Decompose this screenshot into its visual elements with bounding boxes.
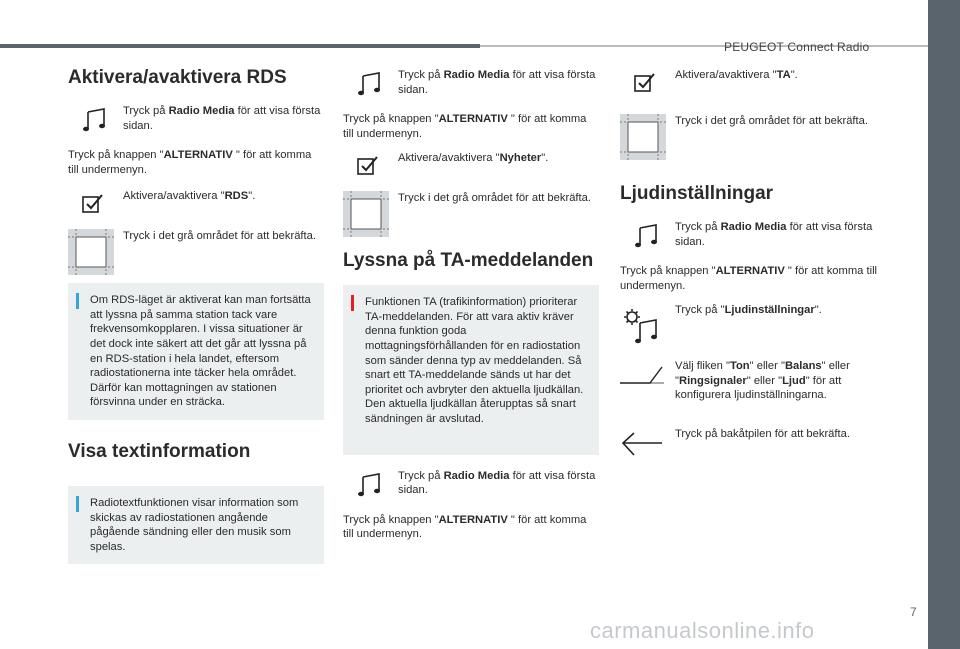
step-choose-tab: Välj fliken "Ton" eller "Balans" eller "Ringsignaler" eller "Ljud" för att konfigurera ljudinställningarna. <box>620 359 880 403</box>
tab-icon <box>620 365 664 385</box>
music-note-icon <box>634 224 660 248</box>
step-grey-area: Tryck i det grå området för att bekräfta. <box>68 229 324 261</box>
music-note-icon <box>357 72 383 96</box>
column-2 <box>343 68 599 542</box>
section-title-audio: Ljudinställningar <box>620 183 774 204</box>
column-1 <box>68 60 324 564</box>
checkbox-icon <box>634 72 656 92</box>
step-audio-settings: Tryck på "Ljudinställningar". <box>620 303 880 347</box>
step-radio-media: Tryck på Radio Media för att visa första sidan. <box>343 68 599 100</box>
paragraph-alternativ: Tryck på knappen "ALTERNATIV " för att komma till undermenyn. <box>343 113 587 140</box>
step-ta-toggle: Aktivera/avaktivera "TA". <box>620 68 880 100</box>
paragraph-alternativ: Tryck på knappen "ALTERNATIV " för att komma till undermenyn. <box>68 149 312 176</box>
info-note-rds: Om RDS-läget är aktiverat kan man fortsätta att lyssna på samma station tack vare frekvensomkopplaren. I vissa situationer är det dock inte säkert att det går att lyssna på en RDS-station i hela landet, eftersom radiostationerna inte täcker hela området. Därför kan mottagningen av stationen försvinna under en sträcka. <box>68 283 324 420</box>
step-back-arrow: Tryck på bakåtpilen för att bekräfta. <box>620 427 880 459</box>
warning-marker <box>351 295 354 311</box>
music-note-icon <box>82 108 108 132</box>
step-grey-area: Tryck i det grå området för att bekräfta. <box>620 114 880 146</box>
step-radio-media: Tryck på Radio Media för att visa första sidan. <box>620 220 880 252</box>
grey-area-icon <box>343 191 389 237</box>
paragraph-alternativ: Tryck på knappen "ALTERNATIV " för att komma till undermenyn. <box>620 265 878 292</box>
page-number: 7 <box>910 605 917 619</box>
step-rds-toggle: Aktivera/avaktivera "RDS". <box>68 189 324 221</box>
warning-note-ta: Funktionen TA (trafikinformation) prioriterar TA-meddelanden. För att vara aktiv kräver denna funktion goda mottagningsförhållanden för en radiostation som sänder denna typ av meddelanden. Så snart ett TA-meddelande sänds ut har det prioritet och avbryter den aktuella ljudkällan. Den aktuella ljudkällan återupptas så snart sändningen är avslutad. <box>343 285 599 454</box>
section-title-ta: Lyssna på TA-meddelanden <box>343 250 594 272</box>
step-radio-media: Tryck på Radio Media för att visa första sidan. <box>68 104 324 136</box>
column-3 <box>620 68 880 459</box>
side-tab <box>928 0 960 649</box>
checkbox-icon <box>357 155 379 175</box>
page-marker: ■ <box>930 590 937 601</box>
brand-label: PEUGEOT Connect Radio <box>724 40 870 54</box>
info-marker <box>76 293 79 309</box>
watermark: carmanualsonline.info <box>590 618 815 643</box>
step-nyheter-toggle: Aktivera/avaktivera "Nyheter". <box>343 151 599 183</box>
grey-area-icon <box>620 114 666 160</box>
back-arrow-icon <box>620 429 664 459</box>
step-radio-media-2: Tryck på Radio Media för att visa första sidan. <box>343 469 599 501</box>
info-marker <box>76 496 79 512</box>
paragraph-alternativ-2: Tryck på knappen "ALTERNATIV " för att komma till undermenyn. <box>343 513 587 541</box>
grey-area-icon <box>68 229 114 275</box>
step-grey-area: Tryck i det grå området för att bekräfta. <box>343 191 599 223</box>
info-note-radiotext: Radiotextfunktionen visar information som skickas av radiostationen angående pågående sändning eller den musik som spelas. <box>68 486 324 564</box>
music-note-icon <box>357 473 383 497</box>
section-title-rds: Aktivera/avaktivera RDS <box>68 67 287 88</box>
section-title-text-info: Visa textinformation <box>68 440 251 462</box>
checkbox-icon <box>82 193 104 213</box>
header-rule <box>0 44 480 48</box>
settings-music-icon <box>622 307 662 347</box>
